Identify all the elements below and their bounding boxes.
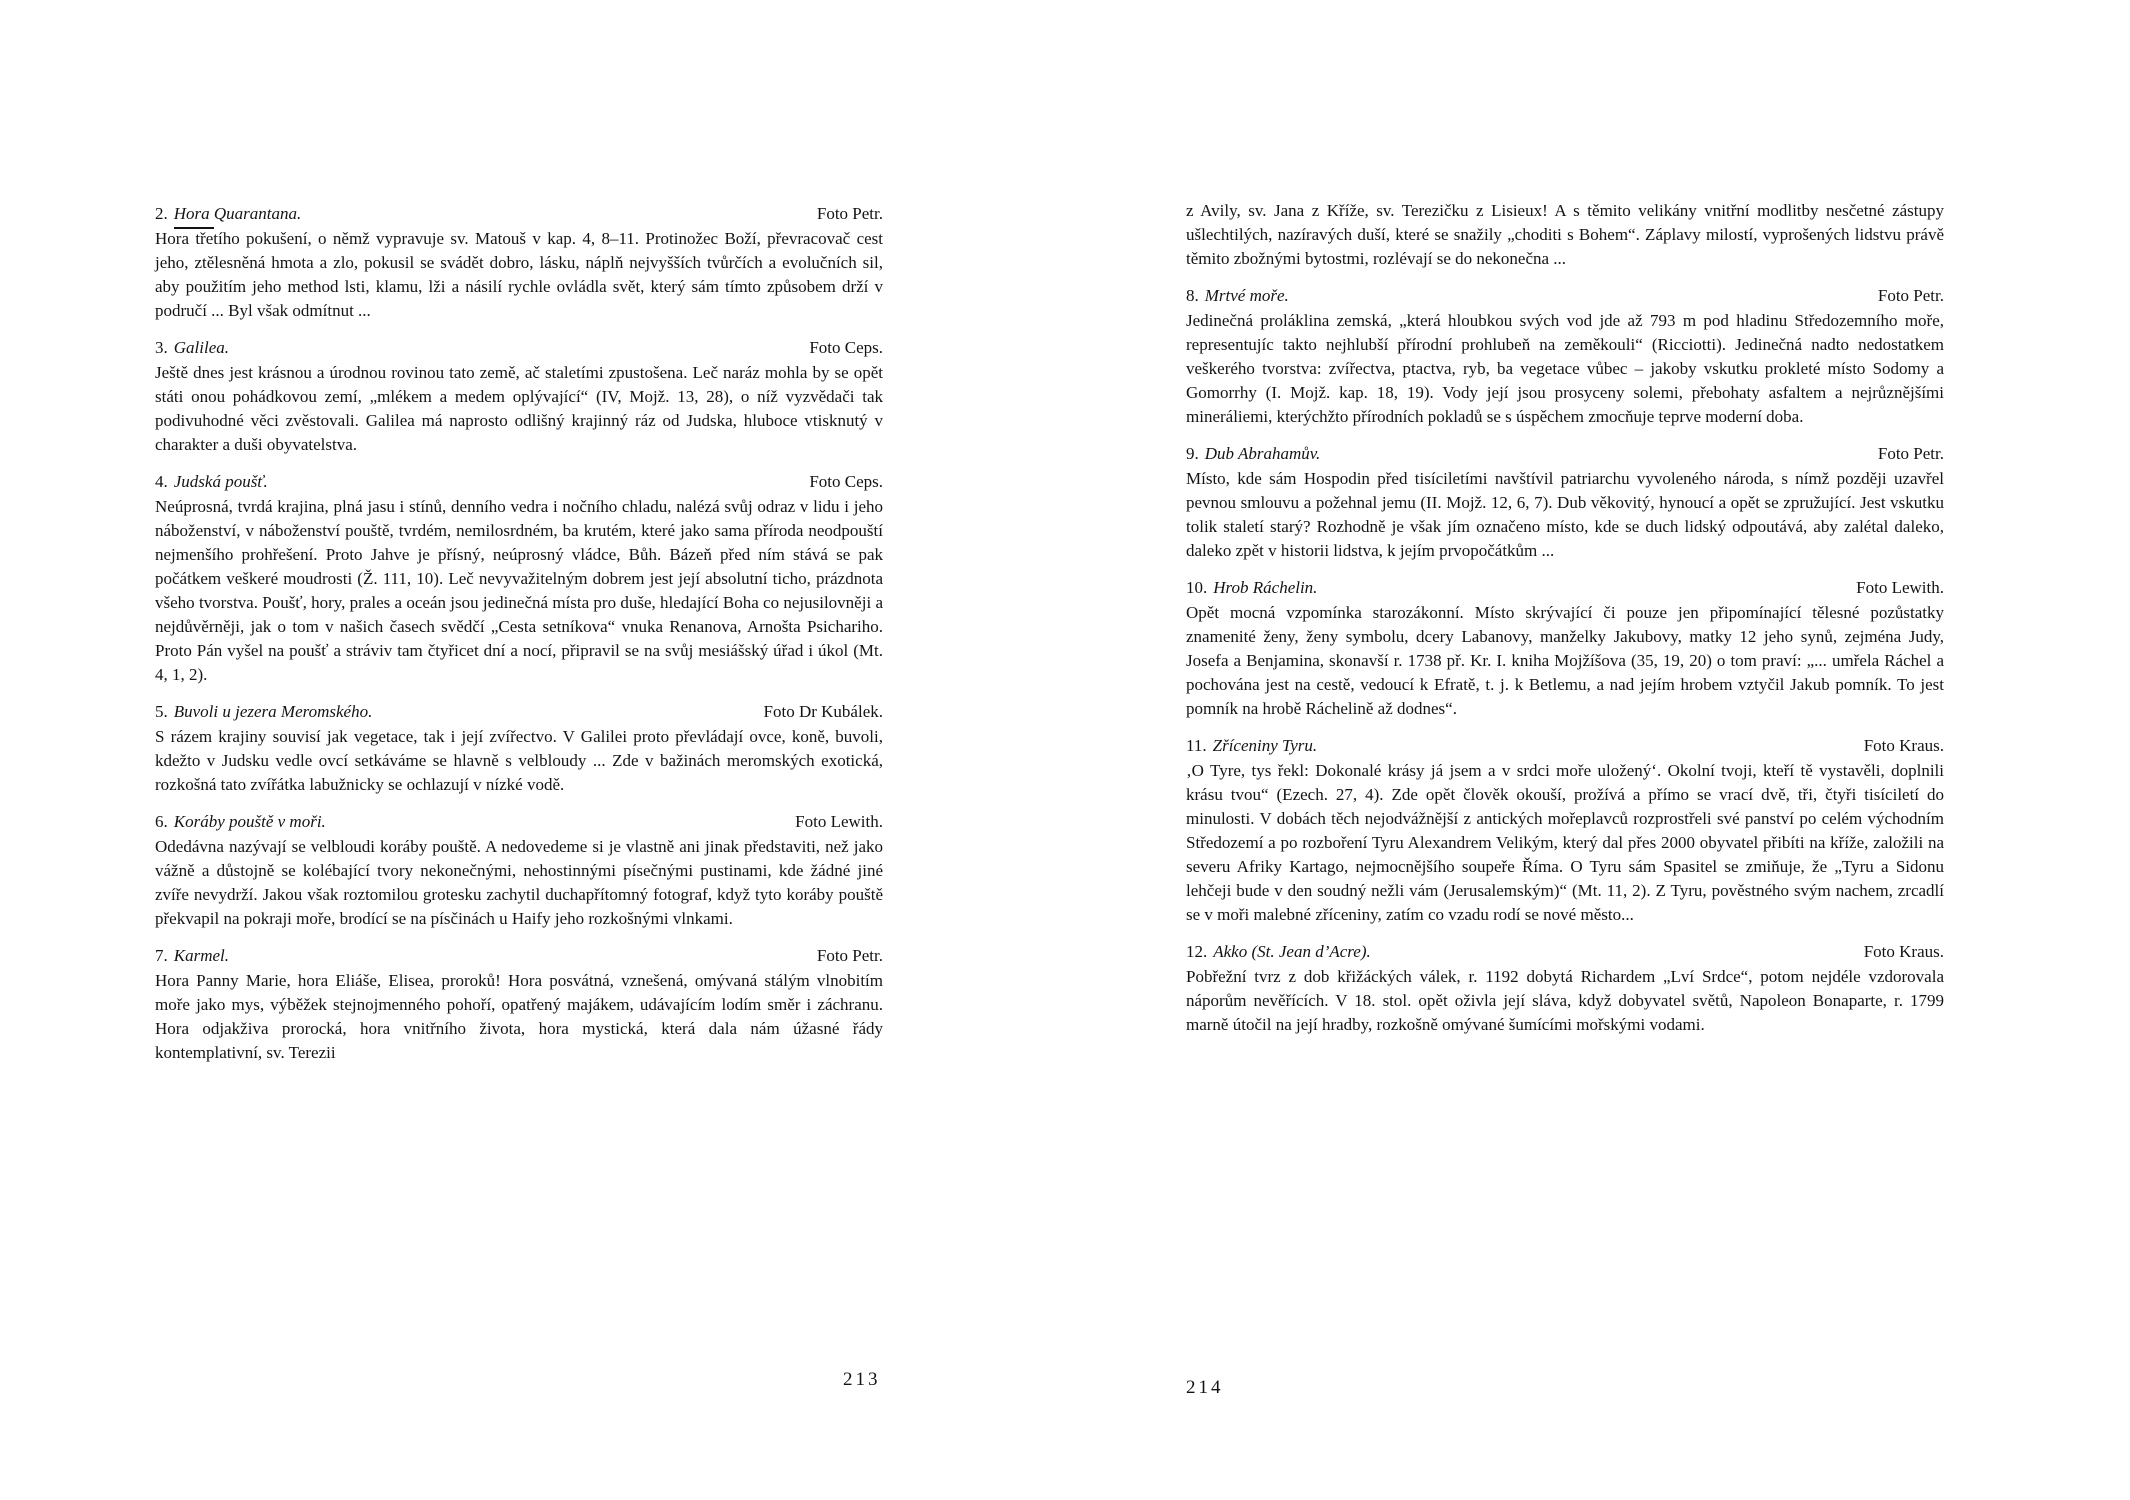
entry-title: Koráby pouště v moři. bbox=[173, 812, 326, 831]
entry-header bbox=[155, 202, 883, 226]
entry-title: Dub Abrahamův. bbox=[1204, 444, 1321, 463]
photo-credit: Foto Kraus. bbox=[1863, 942, 1944, 961]
caption-entry bbox=[155, 470, 883, 687]
entry-title-group bbox=[155, 810, 326, 834]
entry-title: Buvoli u jezera Meromského. bbox=[173, 702, 373, 721]
photo-credit: Foto Petr. bbox=[1877, 444, 1944, 463]
page-number-right: 214 bbox=[1186, 1377, 1224, 1398]
entry-title-group bbox=[155, 336, 229, 360]
continuation-paragraph: z Avily, sv. Jana z Kříže, sv. Terezičku z Lisieux! A s těmito velikány vnitřní modlitby nesčetné zástupy ušlechtilých, nazíravých duší, které se snažily „choditi s Bohem“. Záplavy milostí, vyprošených lidstvu právě těmito zbožnými bytostmi, rozlévají se do nekonečna ... bbox=[1186, 201, 1944, 268]
entry-body: Opět mocná vzpomínka starozákonní. Místo skrývající či pouze jen připomínající tělesné pozůstatky znamenité ženy, ženy symbolu, dcery Labanovy, manželky Jakubovy, matky 12 jeho synů, zejména Judy, Josefa a Benjamina, skonavší r. 1738 př. Kr. I. kniha Mojžíšova (35, 19, 20) o tom praví: „... umřela Ráchel a pochována jest na cestě, vedoucí k Efratě, t. j. k Betlemu, a nad jejím hrobem vztyčil Jakub pomník. To jest pomník na hrobě Ráchelině až dodnes“. bbox=[1186, 603, 1944, 718]
entry-title: Akko (St. Jean d’Acre). bbox=[1213, 942, 1371, 961]
photo-credit: Foto Ceps. bbox=[809, 472, 883, 491]
entry-number: 5. bbox=[155, 702, 168, 721]
entry-number: 10. bbox=[1186, 578, 1208, 597]
entry-body: Odedávna nazývají se velbloudi koráby pouště. A nedovedeme si je vlastně ani jinak představiti, než jako vážně a důstojně se kolébající tvory nekonečnými, nehostinnými písečnými pustinami, kde žádné jiné zvíře nevydrží. Jakou však roztomilou grotesku zachytil duchapřítomný fotograf, když tyto koráby pouště překvapil na pokraji moře, brodící se na písčinách u Haify jeho rozkošnými vlnkami. bbox=[155, 837, 883, 928]
entry-title-group bbox=[155, 944, 229, 968]
entry-body: Neúprosná, tvrdá krajina, plná jasu i stínů, denního vedra i nočního chladu, nalézá svůj odraz v lidu i jeho náboženství, v náboženství pouště, tvrdém, nemilosrdném, ba krutém, které jako sama příroda neodpouští nejmenšího prohřešení. Proto Jahve je přísný, neúprosný vládce, Bůh. Bázeň před ním stává se pak počátkem veškeré moudrosti (Ž. 111, 10). Leč nevyvažitelným dobrem jest její absolutní ticho, prázdnota všeho tvorstva. Poušť, hory, prales a oceán jsou jedinečná místa pro duše, hledající Boha co nejusilovněji a nejdůvěrněji, jak o tom v našich časech svědčí „Cesta setníkova“ vnuka Renanova, Arnošta Psichariho. Proto Pán vyšel na poušť a stráviv tam čtyřicet dní a nocí, připravil se na svůj mesiášský úřad i úkol (Mt. 4, 1, 2). bbox=[155, 497, 883, 684]
entry-title: Judská poušť. bbox=[173, 472, 268, 491]
entry-title-group bbox=[1186, 734, 1317, 758]
entry-number: 11. bbox=[1186, 736, 1207, 755]
caption-entry bbox=[155, 700, 883, 797]
caption-entry bbox=[155, 202, 883, 323]
entry-title-group bbox=[155, 470, 268, 494]
entry-header bbox=[155, 810, 883, 834]
photo-credit: Foto Dr Kubálek. bbox=[763, 702, 883, 721]
entry-body: Pobřežní tvrz z dob křižáckých válek, r. 1192 dobytá Richardem „Lví Srdce“, potom nejdéle vzdorovala náporům nevěřících. V 18. stol. opět oživla její sláva, když dobyvatel světů, Napoleon Bonaparte, r. 1799 marně útočil na její hradby, rozkošně omývané šumícími mořskými vodami. bbox=[1186, 967, 1944, 1034]
entry-header bbox=[1186, 442, 1944, 466]
entry-number: 12. bbox=[1186, 942, 1208, 961]
entry-title: Karmel. bbox=[173, 946, 229, 965]
right-page bbox=[1186, 198, 1944, 1050]
entry-title: Mrtvé moře. bbox=[1204, 286, 1289, 305]
caption-entry bbox=[1186, 442, 1944, 563]
entry-header bbox=[155, 700, 883, 724]
entry-header bbox=[1186, 284, 1944, 308]
entry-body: Hora třetího pokušení, o němž vypravuje sv. Matouš v kap. 4, 8–11. Protinožec Boží, převracovač cest jeho, ztělesněná hmota a zlo, pokusil se svádět dobro, lásku, náplň nejvyšších tvůrčích a evolučních sil, aby použitím jeho method lsti, klamu, lži a násilí rychle ovládla svět, který sám tímto způsobem drží v područí ... Byl však odmítnut ... bbox=[155, 229, 883, 320]
entry-title: Hora Quarantana. bbox=[173, 204, 302, 223]
entry-body: Hora Panny Marie, hora Eliáše, Elisea, proroků! Hora posvátná, vznešená, omývaná stálým vlnobitím moře jako mys, výběžek stejnojmenného pohoří, opatřený majákem, udávajícím lodím směr i záchranu. Hora odjakživa prorocká, hora vnitřního života, hora mystická, která dala nám úžasné řády kontemplativní, sv. Terezii bbox=[155, 971, 883, 1062]
entry-header bbox=[1186, 940, 1944, 964]
entry-header bbox=[155, 336, 883, 360]
photo-credit: Foto Lewith. bbox=[795, 812, 883, 831]
entry-title-group bbox=[155, 202, 301, 226]
left-page bbox=[155, 202, 883, 1078]
entry-number: 9. bbox=[1186, 444, 1199, 463]
entry-title-group bbox=[1186, 442, 1320, 466]
photo-credit: Foto Petr. bbox=[1877, 286, 1944, 305]
entry-number: 8. bbox=[1186, 286, 1199, 305]
entry-header bbox=[155, 470, 883, 494]
entry-number: 7. bbox=[155, 946, 168, 965]
entry-body: Jedinečná proláklina zemská, „která hloubkou svých vod jde až 793 m pod hladinu Středozemního moře, representujíc takto nejhlubší přírodní prohlubeň na zeměkouli“ (Ricciotti). Jedinečná nadto nedostatkem veškerého tvorstva: zvířectva, ptactva, ryb, ba vegetace vůbec – jakoby vskutku prokleté místo Sodomy a Gomorrhy (I. Mojž. kap. 18, 19). Vody její jsou prosyceny solemi, přebohaty asfaltem a nejrůznějšími mineráliemi, kterýchžto přírodních pokladů se s úspěchem zmocňuje teprve moderní doba. bbox=[1186, 311, 1944, 426]
entry-number: 6. bbox=[155, 812, 168, 831]
entry-number: 3. bbox=[155, 338, 168, 357]
page-number-left: 213 bbox=[843, 1369, 881, 1390]
entry-title-group bbox=[1186, 284, 1289, 308]
caption-entry bbox=[155, 810, 883, 931]
entry-body: Místo, kde sám Hospodin před tisíciletími navštívil patriarchu vyvoleného národa, s nímž později uzavřel pevnou smlouvu a požehnal jemu (II. Mojž. 12, 6, 7). Dub věkovitý, hynoucí a opět se zpružující. Jest vskutku tolik staletí starý? Rozhodně je však jím označeno místo, kde se duch lidský odpoutává, aby zalétal daleko, daleko zpět v historii lidstva, k jejím prvopočátkům ... bbox=[1186, 469, 1944, 560]
entry-title: Galilea. bbox=[173, 338, 229, 357]
caption-entry bbox=[1186, 734, 1944, 927]
entry-body: S rázem krajiny souvisí jak vegetace, tak i její zvířectvo. V Galilei proto převládají ovce, koně, buvoli, kdežto v Judsku vedle ovcí setkáváme se hlavně s velbloudy ... Zde v bažinách meromských exotická, rozkošná tato zvířátka labužnicky se ochlazují v nízké vodě. bbox=[155, 727, 883, 794]
photo-credit: Foto Petr. bbox=[816, 946, 883, 965]
caption-entry bbox=[1186, 576, 1944, 721]
caption-entry bbox=[155, 944, 883, 1065]
entry-title: Hrob Ráchelin. bbox=[1213, 578, 1318, 597]
entry-title-group bbox=[1186, 576, 1317, 600]
entry-title-group bbox=[155, 700, 372, 724]
photo-credit: Foto Kraus. bbox=[1863, 736, 1944, 755]
underline-mark bbox=[174, 227, 214, 230]
entry-body: ‚O Tyre, tys řekl: Dokonalé krásy já jsem a v srdci moře uložený‘. Okolní tvoji, kteří tě vystavěli, doplnili krásu tvou“ (Ezech. 27, 4). Zde opět člověk okouší, prožívá a přímo se vrací dvě, tři, čtyři tisíciletí do minulosti. V dobách těch nejodvážnější z antických mořeplavců rozprostřeli své panství po celém východním Středozemí a po rozboření Tyru Alexandrem Velikým, který dal přes 2000 obyvatel přibíti na kříže, založili na severu Afriky Kartago, nejmocnějšího soupeře Říma. O Tyru sám Spasitel se zmiňuje, že „Tyru a Sidonu lehčeji bude v den soudný nežli vám (Jerusalemským)“ (Mt. 11, 2). Z Tyru, pověstného svým nachem, zrcadlí se v moři malebné zříceniny, zatím co vzadu rodí se nové město... bbox=[1186, 761, 1944, 924]
photo-credit: Foto Petr. bbox=[816, 204, 883, 223]
photo-credit: Foto Ceps. bbox=[809, 338, 883, 357]
entry-body: Ještě dnes jest krásnou a úrodnou rovinou tato země, ač staletími zpustošena. Leč naráz mohla by se opět státi onou pohádkovou zemí, „mlékem a medem oplývající“ (IV, Mojž. 13, 28), o níž vyzvědači tak podivuhodné věci zvěstovali. Galilea má naprosto odlišný krajinný ráz od Judska, hluboce vtisknutý v charakter a duši obyvatelstva. bbox=[155, 363, 883, 454]
caption-entry bbox=[1186, 940, 1944, 1037]
photo-credit: Foto Lewith. bbox=[1856, 578, 1944, 597]
caption-entry bbox=[155, 336, 883, 457]
entry-header bbox=[1186, 734, 1944, 758]
entry-title: Zříceniny Tyru. bbox=[1212, 736, 1318, 755]
entry-header bbox=[155, 944, 883, 968]
caption-entry bbox=[1186, 284, 1944, 429]
entry-header bbox=[1186, 576, 1944, 600]
entry-title-group bbox=[1186, 940, 1371, 964]
entry-number: 2. bbox=[155, 204, 168, 223]
entry-number: 4. bbox=[155, 472, 168, 491]
